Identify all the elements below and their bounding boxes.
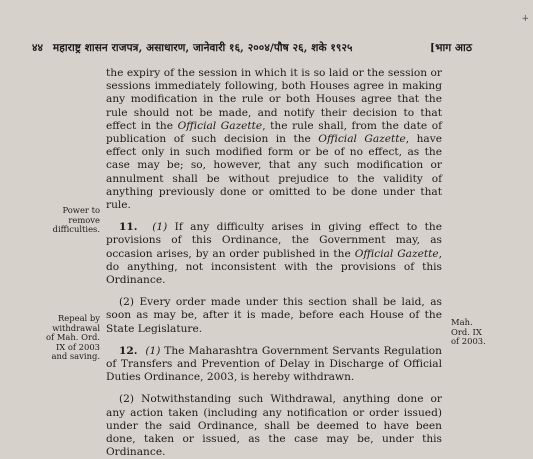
ordinance-body [106, 67, 442, 459]
page-header [32, 41, 533, 55]
section-11-number: 11. [119, 221, 138, 234]
gazette-title: महाराष्ट्र शासन राजपत्र, असाधारण, जानेवारी १६, २००४/पौष २६, शके १९२५ [52, 42, 353, 54]
section-11-clause-1: 11. (1) If any difficulty arises in giving effect to the provisions of this Ordinance, the Government may, as occasion arises, by an order published in the Official Gazette, do anything, not inconsistent with the provisions of this Ordinance. [106, 221, 442, 287]
page-number: ४४ [32, 42, 44, 54]
section-12-number: 12. [119, 344, 138, 357]
margin-note-section-12: Repeal by withdrawal of Mah. Ord. IX of 2003 and saving. [46, 313, 100, 362]
section-11-clause-2: (2) Every order made under this section shall be laid, as soon as may be, after it is made, before each House of the State Legislature. [106, 296, 442, 335]
section-12-clause-1: 12. (1) The Maharashtra Government Servants Regulation of Transfers and Prevention of Delay in Discharge of Official Duties Ordinance, 2003, is hereby withdrawn. [106, 344, 442, 384]
section-12-clause-2: (2) Notwithstanding such Withdrawal, anything done or any action taken (including any notification or order issued) under the said Ordinance, shall be deemed to have been done, taken or issued, as the case may be, under this Ordinance. [106, 393, 442, 459]
continuation-paragraph: the expiry of the session in which it is so laid or the session or sessions immediately following, both Houses agree in making any modification in the rule or both Houses agree that the rule should not be made, and notify their decision to that effect in the Official Gazette, the rule shall, from the date of publication of such decision in the Official Gazette, have effect only in such modified form or be of no effect, as the case may be; so, however, that any such modification or annulment shall be without prejudice to the validity of anything previously done or omitted to be done under that rule. [106, 67, 442, 212]
margin-note-section-11: Power to remove difficulties. [52, 205, 100, 235]
registration-mark: + [521, 14, 529, 24]
part-label: [भाग आठ [430, 42, 473, 54]
margin-note-ordinance-ref: Mah. Ord. IX of 2003. [451, 317, 486, 347]
